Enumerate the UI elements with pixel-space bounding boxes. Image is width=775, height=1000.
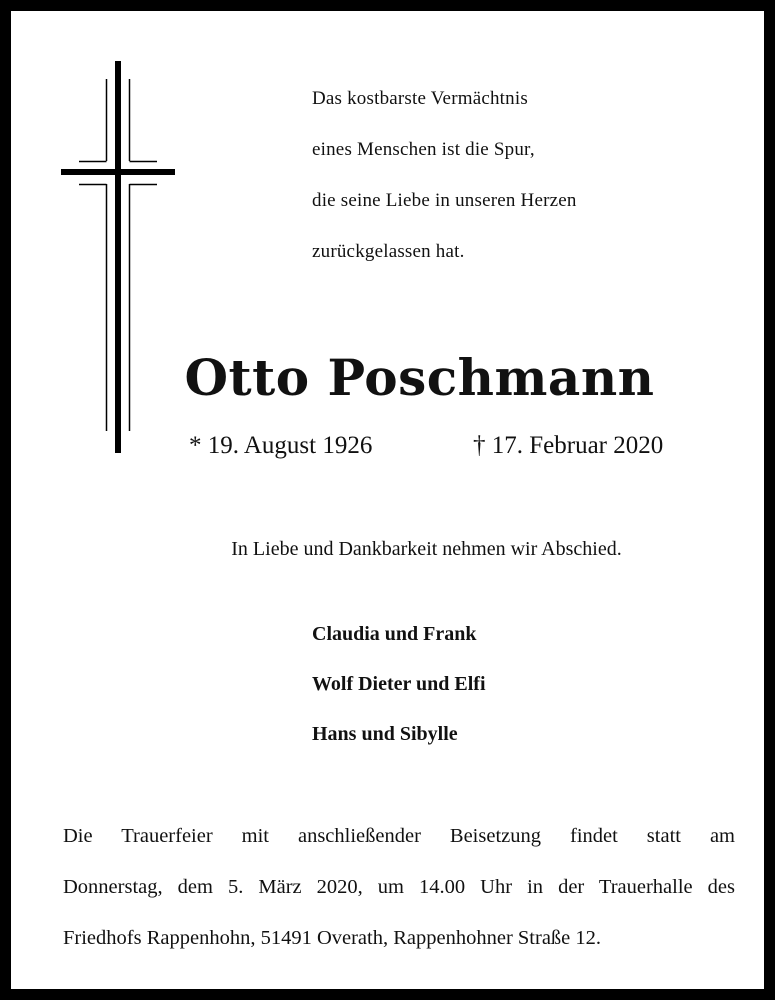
farewell-text: In Liebe und Dankbarkeit nehmen wir Abschied.: [231, 538, 622, 560]
deceased-name: Otto Poschmann: [184, 348, 655, 407]
poem-line: zurückgelassen hat.: [312, 241, 465, 262]
poem-line: Das kostbarste Vermächtnis: [312, 88, 528, 109]
mourner-name: Wolf Dieter und Elfi: [312, 673, 486, 695]
death-date: † 17. Februar 2020: [473, 432, 664, 459]
notice-line: Donnerstag, dem 5. März 2020, um 14.00 Uhr in der Trauerhalle des: [63, 876, 735, 898]
poem-line: die seine Liebe in unseren Herzen: [312, 190, 577, 211]
birth-date: * 19. August 1926: [189, 432, 373, 459]
memorial-poem: [312, 73, 577, 277]
mourner-name: Claudia und Frank: [312, 623, 477, 645]
funeral-notice: [63, 811, 735, 964]
mourners-list: [312, 609, 486, 759]
mourner-name: Hans und Sibylle: [312, 723, 458, 745]
notice-line: Friedhofs Rappenhohn, 51491 Overath, Rappenhohner Straße 12.: [63, 927, 602, 949]
poem-line: eines Menschen ist die Spur,: [312, 139, 535, 160]
notice-line: Die Trauerfeier mit anschließender Beisetzung findet statt am: [63, 825, 735, 847]
